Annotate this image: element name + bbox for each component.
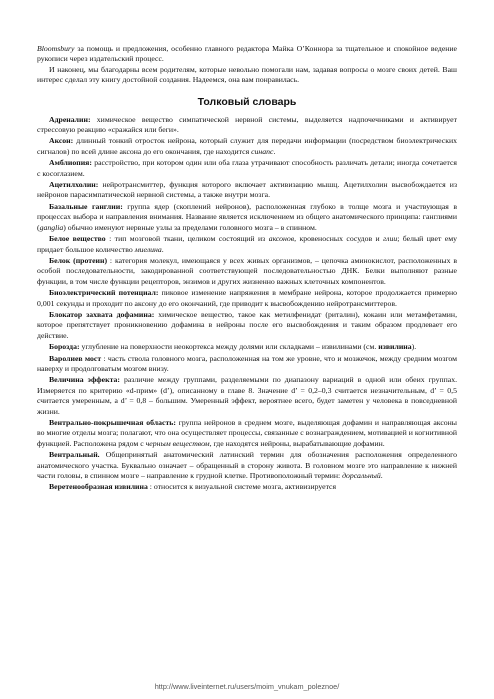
glossary-entry-amblyopia xyxy=(37,158,457,179)
glossary-crossref: глии xyxy=(383,234,398,244)
glossary-definition: : относится к визуальной системе мозга, активизируется xyxy=(147,482,337,492)
glossary-definition: различие между группами, разделяемыми по диапазону вариаций в одной или обеих группах. Измеряется по критерию «d-прим» (d’), описанному в главе 8. Значение d’ = 0,2–0,3 считается незначительным, d’ = 0,5 считается умеренным, а d’ = 0,8 – большим. Умеренный эффект, вероятнее всего, будет заметен у человека в повседневной жизни. xyxy=(37,375,458,416)
glossary-term: Аксон: xyxy=(49,136,74,146)
glossary-definition: химическое вещество, такое как метилфенидат (риталин), кокаин или метамфетамин, которое препятствует проникновению дофамина в нейроны после его высвобождения и таким образом продлевает его действие. xyxy=(37,309,458,340)
intro-paragraph-2: И наконец, мы благодарны всем родителям, которые невольно помогали нам, задавая вопросы о мозге своих детей. Ваш интерес сделал эту книгу достойной создания. Надеемся, она вам понравилась. xyxy=(37,64,457,85)
glossary-term: Борозда: xyxy=(49,342,80,352)
glossary-crossref: черным веществом xyxy=(145,438,210,448)
glossary-entry-dopamine-blocker xyxy=(37,310,457,341)
glossary-term: Амблиопия: xyxy=(49,158,92,168)
glossary-definition: : категория молекул, имеющаяся у всех живых организмов, – цепочка аминокислот, расположенных в особой последовательности, закодированной соответствующей последовательностью ДНК. Белки выполняют разные функции, в том числе функции рецепторов, энзимов и других жизненно важных клеточных компонентов. xyxy=(37,255,458,286)
publisher-name: Bloomsbury xyxy=(37,44,75,53)
glossary-term: Биоэлектрический потенциал: xyxy=(49,288,159,298)
glossary-definition: группа ядер (скоплений нейронов), расположенная глубоко в толще мозга и участвующая в процессах выбора и направления внимания. Название является исключением из общего анатомического принципа: ганглиями ( xyxy=(37,201,457,232)
glossary-entry-adrenaline xyxy=(37,115,457,136)
glossary-definition: : тип мозговой ткани, целиком состоящий из xyxy=(105,234,269,244)
glossary-definition-end: . xyxy=(273,146,276,156)
glossary-term: Блокатор захвата дофамина: xyxy=(49,309,155,319)
glossary-crossref: извилина xyxy=(378,342,412,352)
glossary-entry-white-matter xyxy=(37,234,457,255)
glossary-entry-action-potential xyxy=(37,288,457,309)
section-title: Толковый словарь xyxy=(197,95,297,108)
glossary-term: Ацетилхолин: xyxy=(49,180,99,190)
glossary-entry-fusiform-gyrus xyxy=(37,482,457,492)
glossary-crossref: миелина xyxy=(134,244,162,254)
footer-url: http://www.liveinternet.ru/users/moim_vnukam_poleznoe/ xyxy=(154,682,340,691)
glossary-definition: углубление на поверхности неокортекса между долями или складками – извилинами (см. xyxy=(79,342,379,352)
glossary-term: Варолиев мост xyxy=(49,353,102,363)
glossary-definition-end: ). xyxy=(411,342,417,352)
glossary-definition-end: . xyxy=(380,471,383,481)
glossary-term: Величина эффекта: xyxy=(49,375,120,385)
glossary-definition: Общепринятый анатомический латинский термин для обозначения расположения определенного анатомического участка. Буквально означает – обращенный в сторону живота. В головном мозге это направление к нижней части головы, в спинном мозге – направление к грудной клетке. Противоположный термин: xyxy=(37,450,457,481)
glossary-definition: расстройство, при котором один или оба глаза утрачивают способность различать детали; иногда сочетается с косоглазием. xyxy=(37,158,457,178)
glossary-definition-end: . xyxy=(161,244,164,254)
glossary-term: Адреналин: xyxy=(49,114,91,124)
glossary-term: Вентральный. xyxy=(49,450,100,460)
glossary-crossref: дорсальный xyxy=(342,471,381,481)
glossary-term: Базальные ганглии: xyxy=(49,201,123,211)
glossary-definition: длинный тонкий отросток нейрона, который служит для передачи информации (посредством биоэлектрических сигналов) по всей длине аксона до его окончания, где находится xyxy=(37,136,457,156)
glossary-entry-basal-ganglia xyxy=(37,202,457,233)
glossary-crossref: ganglia xyxy=(39,222,64,232)
glossary-crossref: аксонов xyxy=(268,234,295,244)
glossary-term: Веретенообразная извилина xyxy=(49,482,148,492)
glossary-entry-pons xyxy=(37,354,457,375)
glossary-crossref: синапс xyxy=(251,146,274,156)
glossary-definition: пиковое изменение напряжения в мембране нейрона, которое продолжается примерно 0,001 секунды и проходит по аксону до его окончаний, где приводит к высвобождению нейротрансмиттеров. xyxy=(37,288,457,308)
glossary-entry-effect-size xyxy=(37,375,457,417)
glossary-definition: химическое вещество симпатической нервной системы, выделяется надпочечниками и активирует стрессовую реакцию «сражайся или беги». xyxy=(37,114,457,135)
glossary-entry-acetylcholine xyxy=(37,180,457,201)
glossary-term: Белое вещество xyxy=(49,234,106,244)
glossary-term: Вентрально-покрышечная область: xyxy=(49,418,176,427)
glossary-definition: : часть ствола головного мозга, расположенная на том же уровне, что и мозжечок, между средним мозгом наверху и продолговатым мозгом внизу. xyxy=(37,353,457,373)
intro-paragraph-1 xyxy=(37,44,457,65)
glossary-entry-protein xyxy=(37,256,457,287)
glossary-definition-end: , где находятся нейроны, вырабатывающие дофамин. xyxy=(209,438,385,448)
glossary-entry-ventral xyxy=(37,450,457,481)
glossary-entry-axon xyxy=(37,136,457,157)
glossary-term: Белок (протеин) xyxy=(49,255,108,265)
glossary-definition: нейротрансмиттер, функция которого включает активизацию мышц. Ацетилхолин высвобождается из нейронов парасимпатической нервной системы, а также внутри мозга. xyxy=(37,180,457,200)
intro-text-1: за помощь и предложения, особенно главного редактора Майка О’Коннора за тщательное и спокойное ведение рукописи через издательский процесс. xyxy=(37,44,457,64)
glossary-definition-end: ) обычно именуют нервные узлы за пределами головного мозга – в спинном. xyxy=(63,222,317,232)
glossary-entry-vta xyxy=(37,418,457,449)
glossary-definition: группа нейронов в среднем мозге, выделяющая дофамин и направляющая аксоны во многие отделы мозга; полагают, что она осуществляет процессы, связанные с вознаграждением, мотивацией и когнитивной функцией. Расположена рядом с xyxy=(37,418,457,448)
glossary-definition: , кровеносных сосудов и xyxy=(294,234,384,244)
glossary-entry-sulcus xyxy=(37,342,457,352)
glossary-definition: ; белый цвет ему придает большое количество xyxy=(37,234,458,254)
